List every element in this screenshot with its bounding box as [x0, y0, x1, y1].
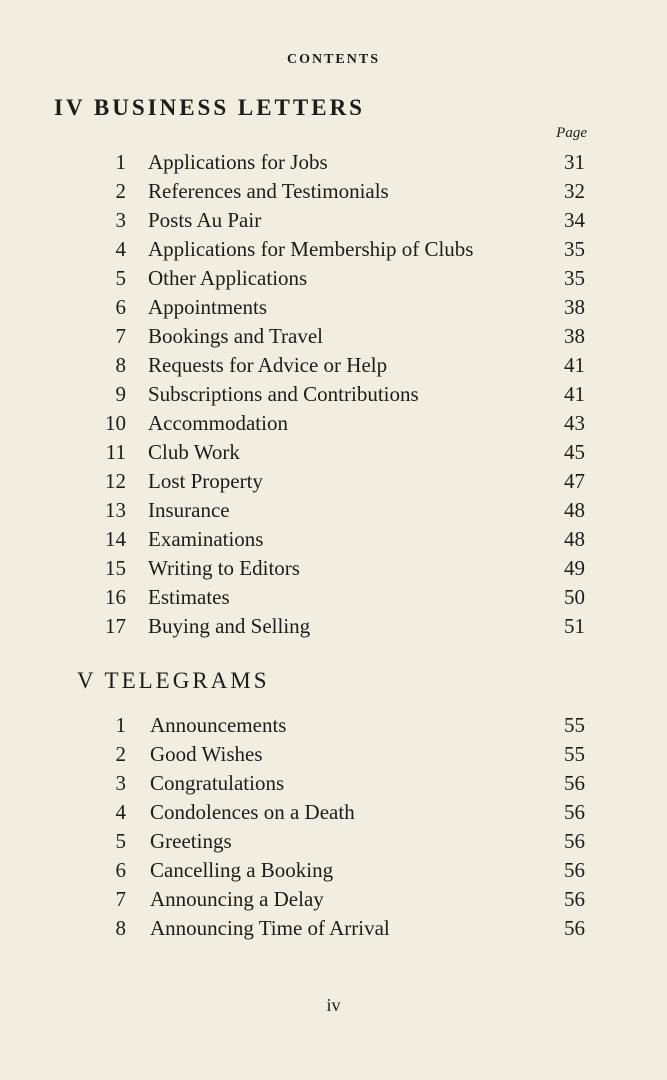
entry-page: 56	[564, 771, 585, 795]
entry-page: 38	[564, 295, 585, 319]
entry-title: Other Applications	[148, 266, 308, 290]
toc-entry	[0, 353, 667, 382]
entry-number: 8	[115, 353, 126, 377]
entry-page: 47	[564, 469, 585, 493]
toc-entry	[0, 498, 667, 527]
entry-page: 38	[564, 324, 585, 348]
toc-entry	[0, 237, 667, 266]
entry-title: Congratulations	[150, 771, 285, 795]
entry-title: Insurance	[148, 498, 230, 522]
entry-page: 56	[564, 887, 585, 911]
entry-page: 49	[564, 556, 585, 580]
entry-page: 51	[564, 614, 585, 638]
entry-page: 34	[564, 208, 585, 232]
page-column-label: Page	[556, 125, 587, 141]
entry-number: 17	[105, 614, 126, 638]
entry-title: Estimates	[148, 585, 230, 609]
entry-title: Greetings	[150, 829, 232, 853]
entry-title: References and Testimonials	[148, 179, 389, 203]
section-title-business-letters: IV BUSINESS LETTERS	[54, 95, 365, 120]
entry-title: Announcing Time of Arrival	[150, 916, 390, 940]
toc-entry	[0, 858, 667, 887]
entry-page: 43	[564, 411, 585, 435]
entry-page: 41	[564, 353, 585, 377]
toc-entry	[0, 800, 667, 829]
entry-title: Cancelling a Booking	[150, 858, 334, 882]
entry-number: 6	[115, 858, 126, 882]
toc-entry	[0, 208, 667, 237]
toc-entry	[0, 150, 667, 179]
entry-number: 7	[115, 887, 126, 911]
entry-number: 4	[115, 800, 126, 824]
entry-number: 15	[105, 556, 126, 580]
toc-entry	[0, 916, 667, 945]
entry-title: Club Work	[148, 440, 240, 464]
entry-title: Requests for Advice or Help	[148, 353, 388, 377]
toc-entry	[0, 585, 667, 614]
toc-entry	[0, 742, 667, 771]
entry-title: Announcements	[150, 713, 287, 737]
entry-number: 14	[105, 527, 126, 551]
entry-title: Good Wishes	[150, 742, 263, 766]
entry-number: 1	[115, 713, 126, 737]
entry-number: 11	[105, 440, 126, 464]
entry-page: 55	[564, 742, 585, 766]
entry-title: Applications for Jobs	[148, 150, 328, 174]
entry-title: Applications for Membership of Clubs	[148, 237, 474, 261]
running-head: CONTENTS	[286, 52, 381, 67]
entry-title: Bookings and Travel	[148, 324, 324, 348]
entry-number: 5	[115, 829, 126, 853]
entry-page: 56	[564, 916, 585, 940]
section-title-telegrams: V TELEGRAMS	[77, 668, 270, 693]
toc-entry	[0, 887, 667, 916]
toc-entry	[0, 324, 667, 353]
entry-page: 35	[564, 266, 585, 290]
toc-entry	[0, 713, 667, 742]
entry-page: 31	[564, 150, 585, 174]
toc-entry	[0, 771, 667, 800]
entry-number: 2	[115, 742, 126, 766]
entry-title: Writing to Editors	[148, 556, 300, 580]
entry-number: 6	[115, 295, 126, 319]
entry-page: 35	[564, 237, 585, 261]
entry-number: 4	[115, 237, 126, 261]
toc-entry	[0, 440, 667, 469]
entry-page: 56	[564, 858, 585, 882]
toc-entry	[0, 382, 667, 411]
entry-page: 45	[564, 440, 585, 464]
entry-title: Examinations	[148, 527, 264, 551]
entry-number: 7	[115, 324, 126, 348]
entry-page: 41	[564, 382, 585, 406]
toc-entry	[0, 266, 667, 295]
entry-number: 8	[115, 916, 126, 940]
entry-number: 16	[105, 585, 126, 609]
entry-title: Subscriptions and Contributions	[148, 382, 419, 406]
entry-page: 48	[564, 498, 585, 522]
entry-title: Buying and Selling	[148, 614, 311, 638]
entry-page: 55	[564, 713, 585, 737]
entry-number: 1	[115, 150, 126, 174]
entry-page: 56	[564, 829, 585, 853]
page-folio: iv	[326, 995, 341, 1015]
toc-entry	[0, 556, 667, 585]
toc-entry	[0, 411, 667, 440]
entry-number: 10	[105, 411, 126, 435]
toc-entry	[0, 469, 667, 498]
toc-entry	[0, 179, 667, 208]
entry-number: 9	[115, 382, 126, 406]
entry-title: Announcing a Delay	[150, 887, 324, 911]
toc-entry	[0, 295, 667, 324]
entry-number: 3	[115, 771, 126, 795]
entry-number: 2	[115, 179, 126, 203]
entry-page: 56	[564, 800, 585, 824]
entry-page: 32	[564, 179, 585, 203]
toc-entry	[0, 614, 667, 643]
toc-entry	[0, 829, 667, 858]
toc-entry	[0, 527, 667, 556]
entry-title: Posts Au Pair	[148, 208, 262, 232]
entry-page: 48	[564, 527, 585, 551]
entry-number: 3	[115, 208, 126, 232]
entry-title: Lost Property	[148, 469, 263, 493]
entry-title: Condolences on a Death	[150, 800, 355, 824]
entry-page: 50	[564, 585, 585, 609]
entry-title: Appointments	[148, 295, 267, 319]
entry-title: Accommodation	[148, 411, 288, 435]
entry-number: 12	[105, 469, 126, 493]
entry-number: 5	[115, 266, 126, 290]
entry-number: 13	[105, 498, 126, 522]
